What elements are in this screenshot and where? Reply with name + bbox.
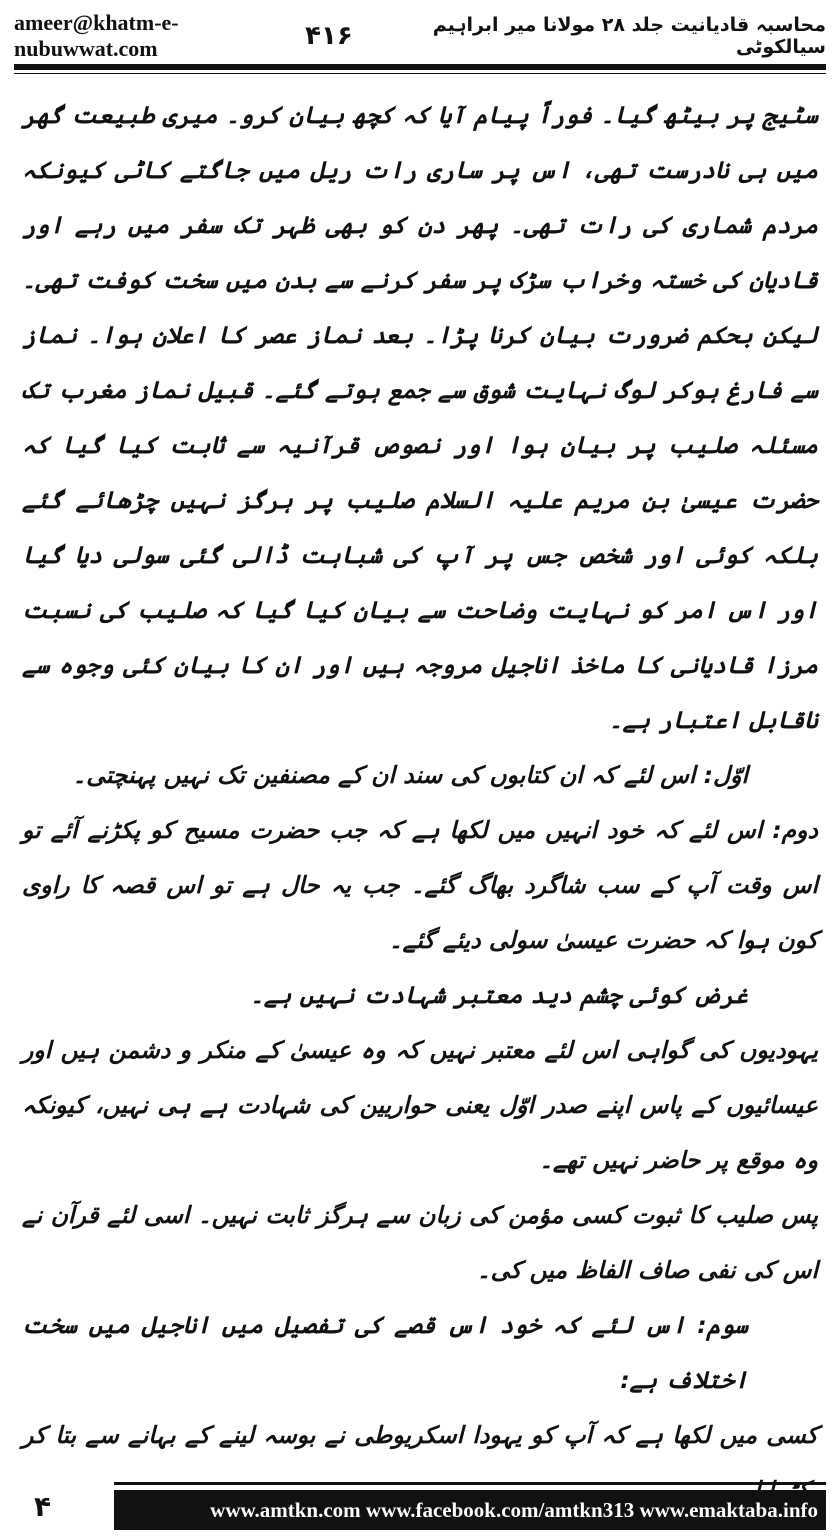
header-title-group (305, 14, 826, 58)
page-header (14, 10, 826, 62)
page-footer (14, 1480, 826, 1532)
paragraph: سٹیج پر بیٹھ گیا۔ فوراً پیام آیا کہ کچھ بیان کرو۔ میری طبیعت گھر میں ہی نادرست تھی، اس پر ساری رات ریل میں جاگتے کاٹی کیونکہ مردم شماری کی رات تھی۔ پھر دن کو بھی ظہر تک سفر میں رہے اور قادیان کی خستہ وخراب سڑک پر سفر کرنے سے بدن میں سخت کوفت تھی۔ لیکن بحکم ضرورت بیان کرنا پڑا۔ بعد نماز عصر کا اعلان ہوا۔ نماز سے فارغ ہوکر لوگ نہایت شوق سے جمع ہوتے گئے۔ قبیل نماز مغرب تک مسئلہ صلیب پر بیان ہوا اور نصوص قرآنیہ سے ثابت کیا گیا کہ حضرت عیسیٰ بن مریم علیہ السلام صلیب پر ہرگز نہیں چڑھائے گئے بلکہ کوئی اور شخص جس پر آپ کی شباہت ڈالی گئی سولی دیا گیا اور اس امر کو نہایت وضاحت سے بیان کیا گیا کہ صلیب کی نسبت مرزا قادیانی کا ماخذ اناجیل مروجہ ہیں اور ان کا بیان کئی وجوہ سے ناقابل اعتبار ہے۔ (22, 101, 818, 734)
footer-urls (114, 1490, 826, 1530)
book-title: محاسبہ قادیانیت جلد ۲۸ مولانا میر ابراہیم سیالکوٹی (432, 14, 826, 58)
paragraph: اوّل: اس لئے کہ ان کتابوں کی سند ان کے مصنفین تک نہیں پہنچتی۔ (72, 761, 748, 789)
header-rule-thick (14, 64, 826, 70)
paragraph: پس صلیب کا ثبوت کسی مؤمن کی زبان سے ہرگز ثابت نہیں۔ اسی لئے قرآن نے اس کی نفی صاف الفاظ میں کی۔ (22, 1201, 818, 1284)
footer-marker (14, 1480, 104, 1532)
paragraph: یہودیوں کی گواہی اس لئے معتبر نہیں کہ وہ عیسیٰ کے منکر و دشمن ہیں اور عیسائیوں کے پاس اپنے صدر اوّل یعنی حواریین کی شہادت ہے ہی نہیں، کیونکہ وہ موقع پر حاضر نہیں تھے۔ (22, 1036, 818, 1174)
page-number: ۴۱۶ (305, 21, 353, 51)
header-email: ameer@khatm-e-nubuwwat.com (14, 10, 179, 61)
paragraph: سوم: اس لئے کہ خود اس قصے کی تفصیل میں اناجیل میں سخت اختلاف ہے: (22, 1311, 748, 1394)
paragraph: دوم: اس لئے کہ خود انہیں میں لکھا ہے کہ جب حضرت مسیح کو پکڑنے آئے تو اس وقت آپ کے سب شاگرد بھاگ گئے۔ جب یہ حال ہے تو اس قصہ کا راوی کون ہوا کہ حضرت عیسیٰ سولی دیئے گئے۔ (22, 816, 818, 954)
volume-marker: ۴ (34, 1489, 52, 1523)
paragraph: کسی میں لکھا ہے کہ آپ کو یہودا اسکریوطی نے بوسہ لینے کے بہانے سے بتا کر (22, 1421, 818, 1449)
footer-url-text: www.amtkn.com www.facebook.com/amtkn313 www.emaktaba.info (210, 1497, 818, 1522)
footer-rule (114, 1482, 826, 1485)
header-rule-thin (14, 73, 826, 74)
paragraph: غرض کوئی چشم دید معتبر شہادت نہیں ہے۔ (250, 981, 748, 1009)
body-text (22, 88, 818, 1468)
